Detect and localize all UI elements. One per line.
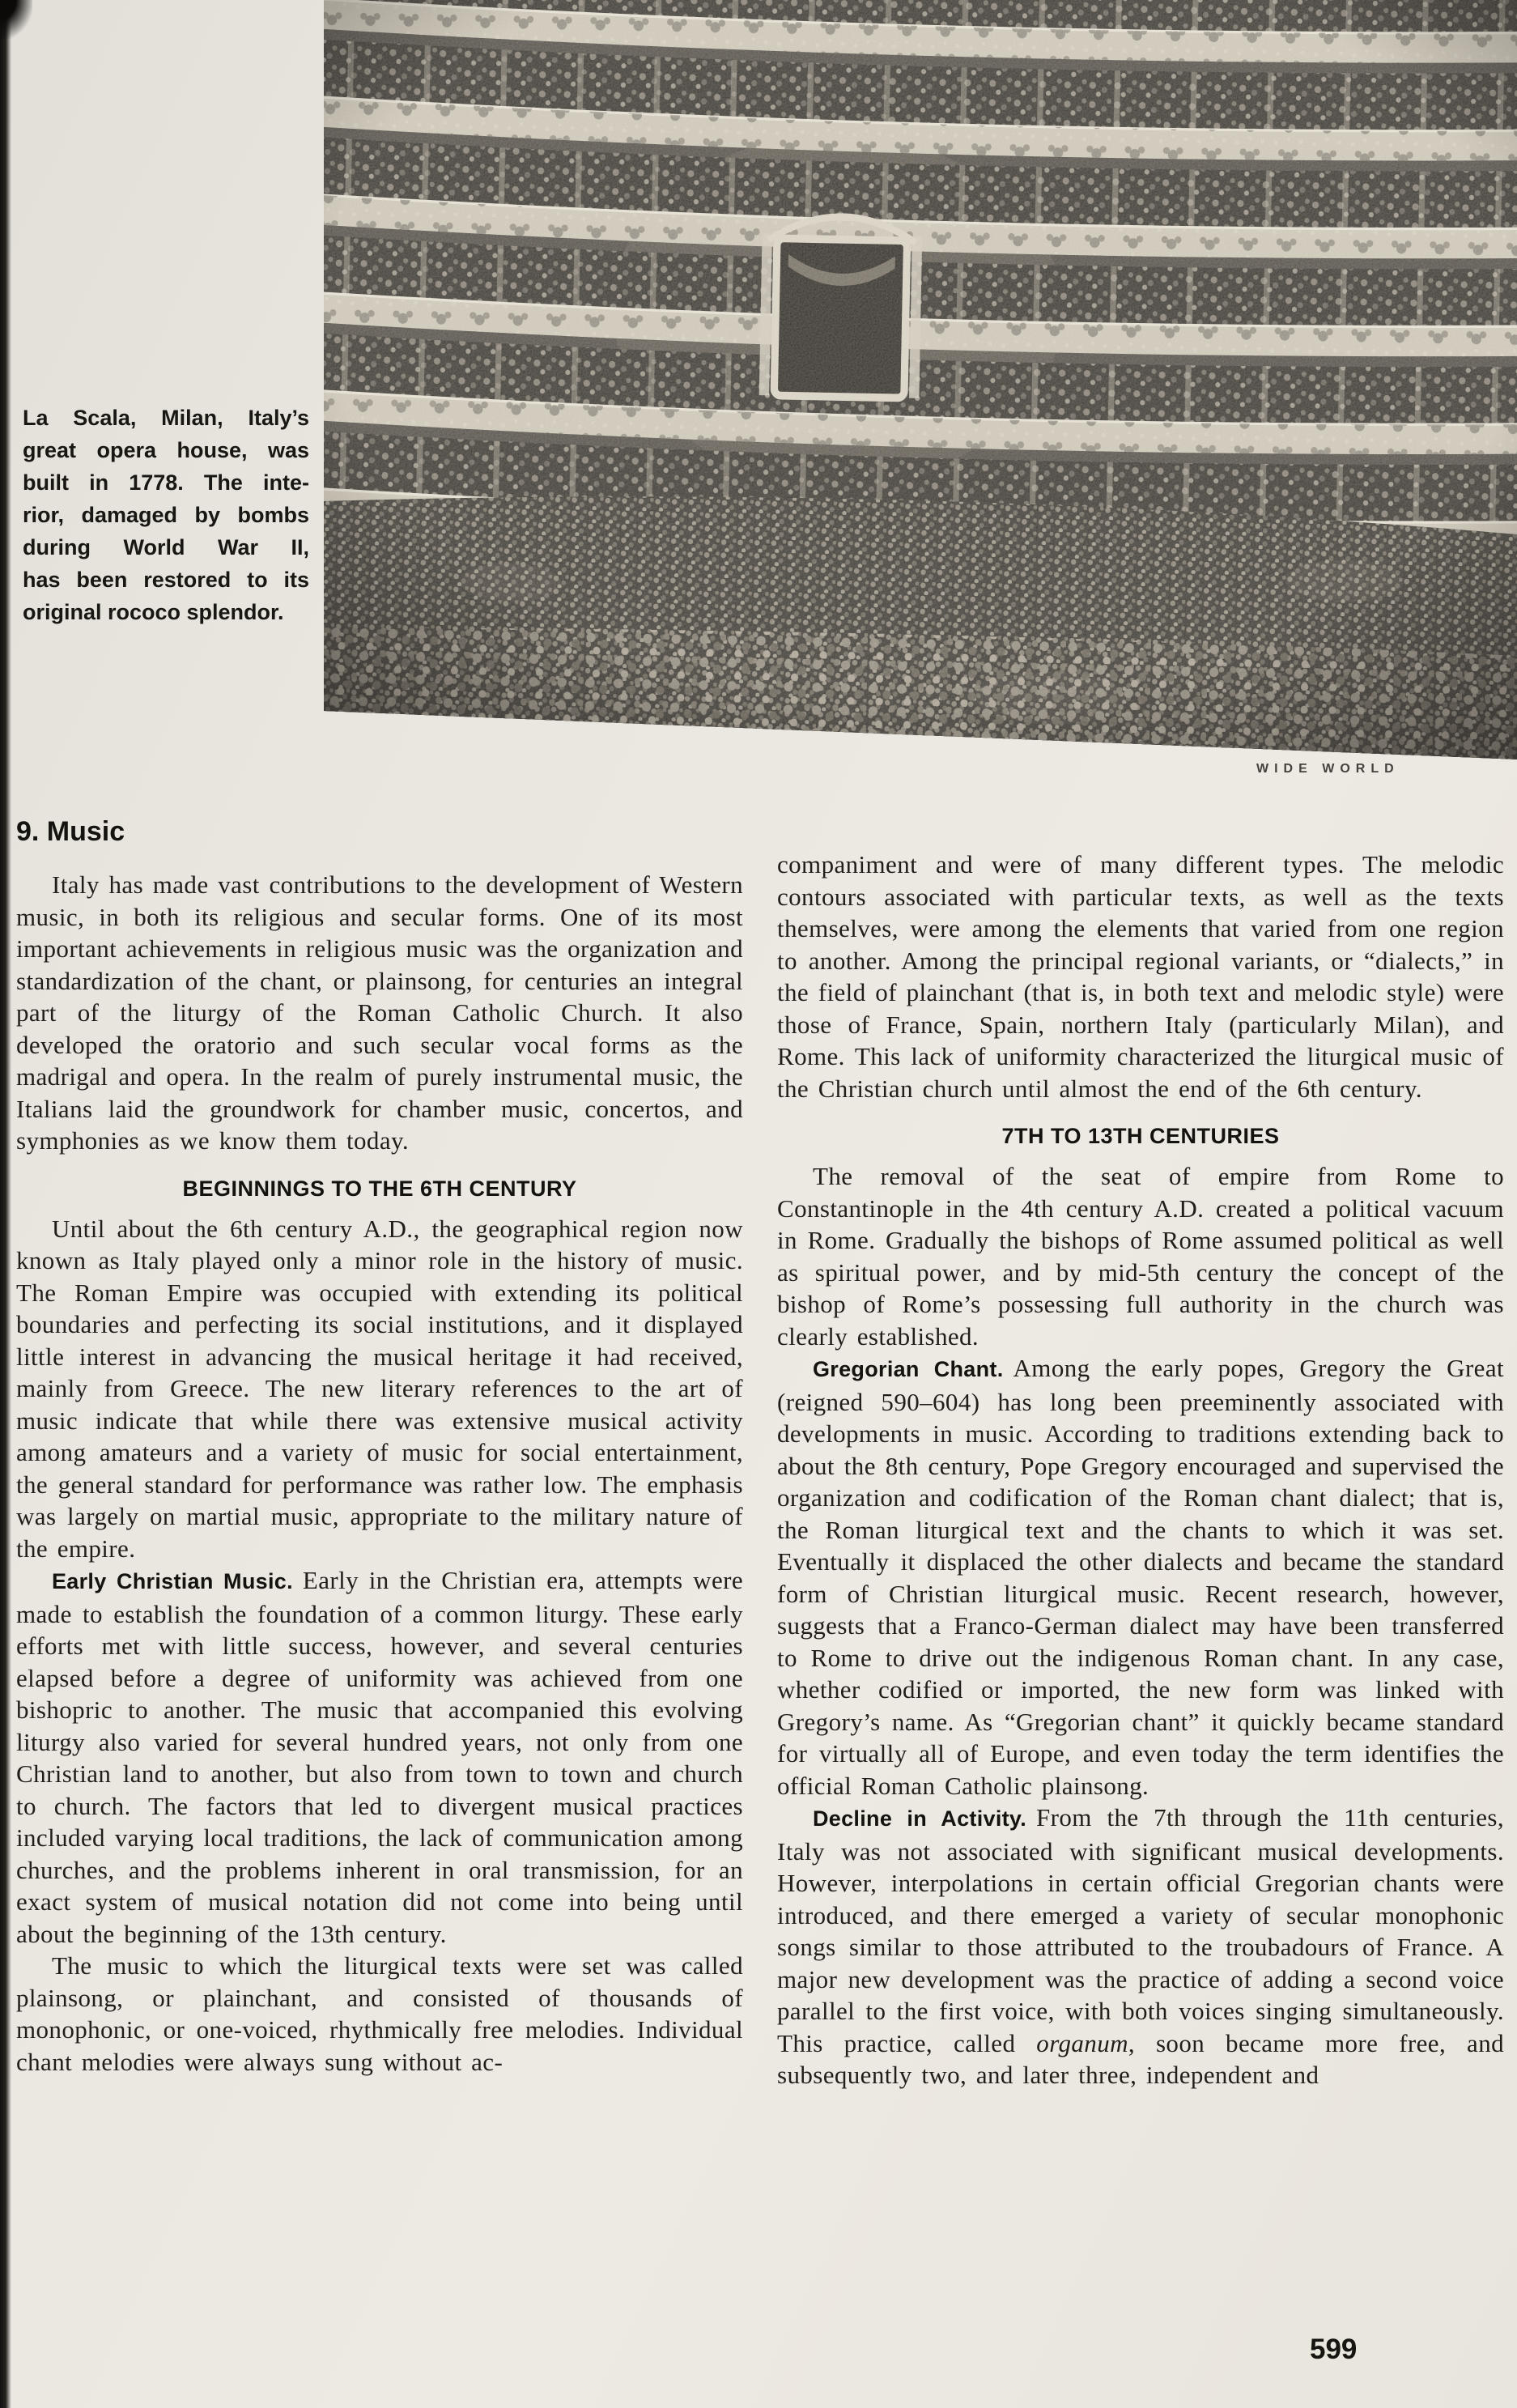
paragraph-early-christian-music xyxy=(16,1564,743,1950)
opera-house-illustration xyxy=(324,0,1517,759)
caption-line: La Scala, Milan, Italy’s xyxy=(23,406,309,430)
caption-line: original rococo splendor. xyxy=(23,600,284,624)
paragraph-intro: Italy has made vast contributions to the development of Western music, in both its religious and secular forms. One of its most important achievements in religious music was the organization and standardization of the chant, or plainsong, for centuries an integral part of the liturgy of the Roman Catholic Church. It also developed the oratorio and such secular vocal forms as the madrigal and opera. In the realm of purely instrumental music, the Italians laid the groundwork for chamber music, concertos, and symphonies as we know them today. xyxy=(16,870,743,1155)
run-in-heading-early-christian-music: Early Christian Music. xyxy=(52,1569,293,1593)
caption-line: rior, damaged by bombs xyxy=(23,503,309,527)
photo-credit: WIDE WORLD xyxy=(1256,762,1400,776)
article-body xyxy=(16,816,1504,2091)
la-scala-photo xyxy=(324,0,1517,759)
page-number: 599 xyxy=(1310,2334,1358,2365)
subsection-heading-beginnings: BEGINNINGS TO THE 6TH CENTURY xyxy=(182,1176,577,1201)
section-heading: 9. Music xyxy=(16,816,125,847)
paragraph-gregorian-chant xyxy=(777,1352,1504,1802)
run-in-heading-decline-in-activity: Decline in Activity. xyxy=(813,1806,1027,1831)
caption-line: during World War II, xyxy=(23,535,309,559)
paragraph-decline-in-activity xyxy=(777,1802,1504,2091)
paragraph-accompaniment: companiment and were of many different types. The melodic contours associated with particular texts, as well as the texts themselves, were among the elements that varied from one region to another. Among the principal regional variants, or “dialects,” in the field of plainchant (that is, in both text and melodic style) were those of France, Spain, northern Italy (particularly Milan), and Rome. This lack of uniformity characterized the liturgical music of the Christian church until almost the end of the 6th century. xyxy=(777,850,1504,1103)
book-spine-shadow xyxy=(0,0,11,2408)
paragraph-text: From the 7th through the 11th centuries, Italy was not associated with significant musical developments. However, interpolations in certain official Gregorian chants were introduced, and there emerged a variety of secular monophonic songs similar to those attributed to the troubadours of France. A major new development was the practice of adding a second voice parallel to the first voice, with both voices singing simultaneously. This practice, called xyxy=(777,1803,1504,2057)
paragraph-plainsong: The music to which the liturgical texts were set was called plainsong, or plainchant, and consisted of thousands of monophonic, or one-voiced, rhythmically free melodies. Individual chant melodies were always sung without ac- xyxy=(16,1951,743,2076)
caption-line: great opera house, was xyxy=(23,438,309,462)
italic-term-organum: organum xyxy=(1036,2028,1128,2057)
paragraph-removal-of-seat: The removal of the seat of empire from Rome to Constantinople in the 4th century A.D. created a political vacuum in Rome. Gradually the bishops of Rome assumed political as well as spiritual power, and by mid-5th century the concept of the bishop of Rome’s possessing full authority in the church was clearly established. xyxy=(777,1162,1504,1351)
photo-caption xyxy=(23,402,309,628)
book-spine-corner-shadow xyxy=(0,0,32,39)
caption-line: has been restored to its xyxy=(23,568,309,592)
run-in-heading-gregorian-chant: Gregorian Chant. xyxy=(813,1357,1004,1381)
column-right xyxy=(777,816,1504,2091)
paragraph-text: Early in the Christian era, attempts were made to establish the foundation of a common liturgy. These early efforts met with little success, however, and several centuries elapsed before a degree of uniformity was achieved from one bishopric to another. The music that accompanied this evolving liturgy also varied for several hundred years, not only from one Christian land to another, but also from town to town and church to church. The factors that led to divergent musical practices included varying local traditions, the lack of communication among churches, and the problems inherent in oral transmission, for an exact system of musical notation did not come into being until about the beginning of the 13th century. xyxy=(16,1566,743,1948)
paragraph-text: , soon became more free, and subsequently two, and later three, independent and xyxy=(777,2028,1504,2089)
caption-line: built in 1778. The inte- xyxy=(23,470,309,495)
paragraph-until-6th-century: Until about the 6th century A.D., the geographical region now known as Italy played only a minor role in the history of music. The Roman Empire was occupied with extending its political boundaries and perfecting its social institutions, and it displayed little interest in advancing the musical heritage it had received, mainly from Greece. The new literary references to the art of music indicate that while there was extensive musical activity among amateurs and a variety of music for social entertainment, the general standard for performance was rather low. The emphasis was largely on martial music, appropriate to the military nature of the empire. xyxy=(16,1214,743,1563)
column-left xyxy=(16,816,743,2091)
subsection-heading-7th-13th: 7TH TO 13TH CENTURIES xyxy=(1001,1124,1280,1148)
paragraph-text: Among the early popes, Gregory the Great (reigned 590–604) has long been preeminently associated with developments in music. According to traditions extending back to about the 8th century, Pope Gregory encouraged and supervised the organization and codification of the Roman chant dialect; that is, the Roman liturgical text and the chants to which it was set. Eventually it displaced the other dialects and became the standard form of Christian liturgical music. Recent research, however, suggests that a Franco-German dialect may have been transferred to Rome to drive out the indigenous Roman chant. In any case, whether codified or imported, the new form was linked with Gregory’s name. As “Gregorian chant” it quickly became standard for virtually all of Europe, and even today the term identifies the official Roman Catholic plainsong. xyxy=(777,1354,1504,1800)
